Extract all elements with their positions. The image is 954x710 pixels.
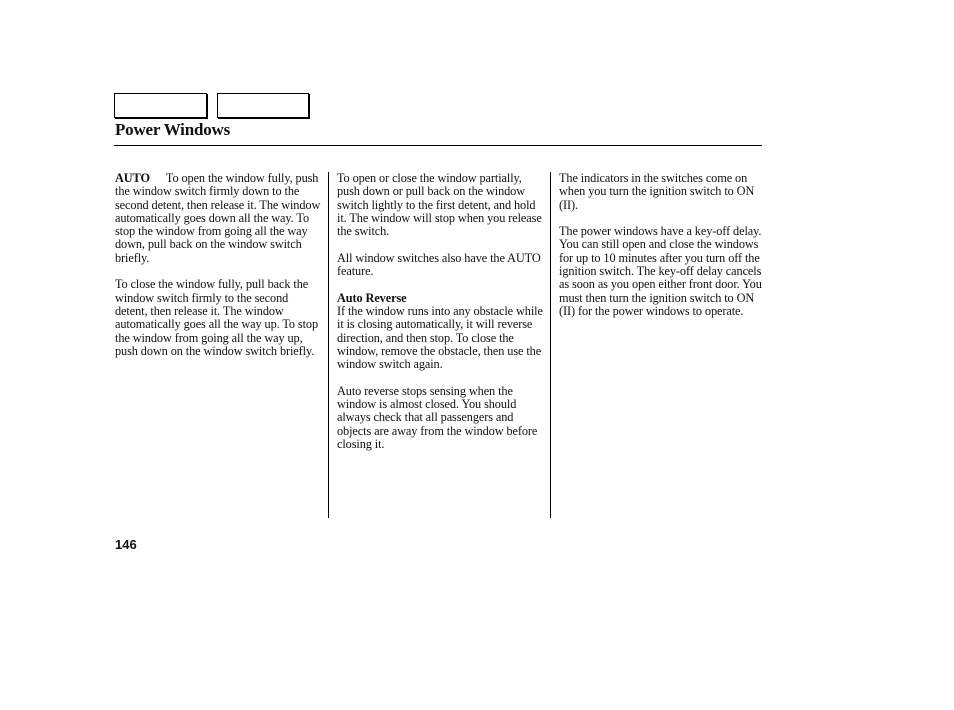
auto-label: AUTO (115, 171, 150, 185)
column-divider-2 (550, 172, 551, 518)
auto-close-text: To close the window fully, pull back the window switch firmly to the second detent, then release it. The window automatically goes all the way up. To stop the window from going all the way up, push down on the window switch briefly. (115, 277, 319, 358)
title-rule (114, 145, 762, 146)
indicator-text: The indicators in the switches come on when you turn the ignition switch to ON (II). (559, 171, 755, 212)
auto-reverse-warning-text: Auto reverse stops sensing when the window is almost closed. You should always check that all passengers and objects are away from the window before closing it. (337, 383, 538, 451)
partial-operation-text: To open or close the window partially, push down or pull back on the window switch lightly to the first detent, and hold it. The window will stop when you release the switch. (337, 171, 542, 239)
auto-paragraph (115, 172, 323, 265)
auto-open-text: To open the window fully, push the window switch firmly down to the second detent, then release it. The window automatically goes down all the way. To stop the window from going all the way down, pull back on the window switch briefly. (115, 171, 321, 265)
column-right (559, 172, 765, 332)
column-middle (337, 172, 545, 465)
page-title: Power Windows (115, 120, 231, 139)
section-tab-2[interactable] (217, 93, 309, 118)
column-divider-1 (328, 172, 329, 518)
auto-reverse-text: If the window runs into any obstacle while it is closing automatically, it will reverse direction, and then stop. To close the window, remove the obstacle, then use the window switch again. (337, 303, 543, 372)
auto-feature-text: All window switches also have the AUTO feature. (337, 250, 541, 279)
page-number: 146 (115, 537, 137, 552)
column-left (115, 172, 323, 371)
auto-reverse-heading: Auto Reverse (337, 290, 407, 305)
section-tab-1[interactable] (114, 93, 207, 118)
auto-reverse-paragraph (337, 292, 545, 372)
key-off-delay-text: The power windows have a key-off delay. You can still open and close the windows for up to 10 minutes after you turn off the ignition switch. The key-off delay cancels as soon as you open either front door. You must then turn the ignition switch to ON (II) for the power windows to operate. (559, 224, 762, 318)
